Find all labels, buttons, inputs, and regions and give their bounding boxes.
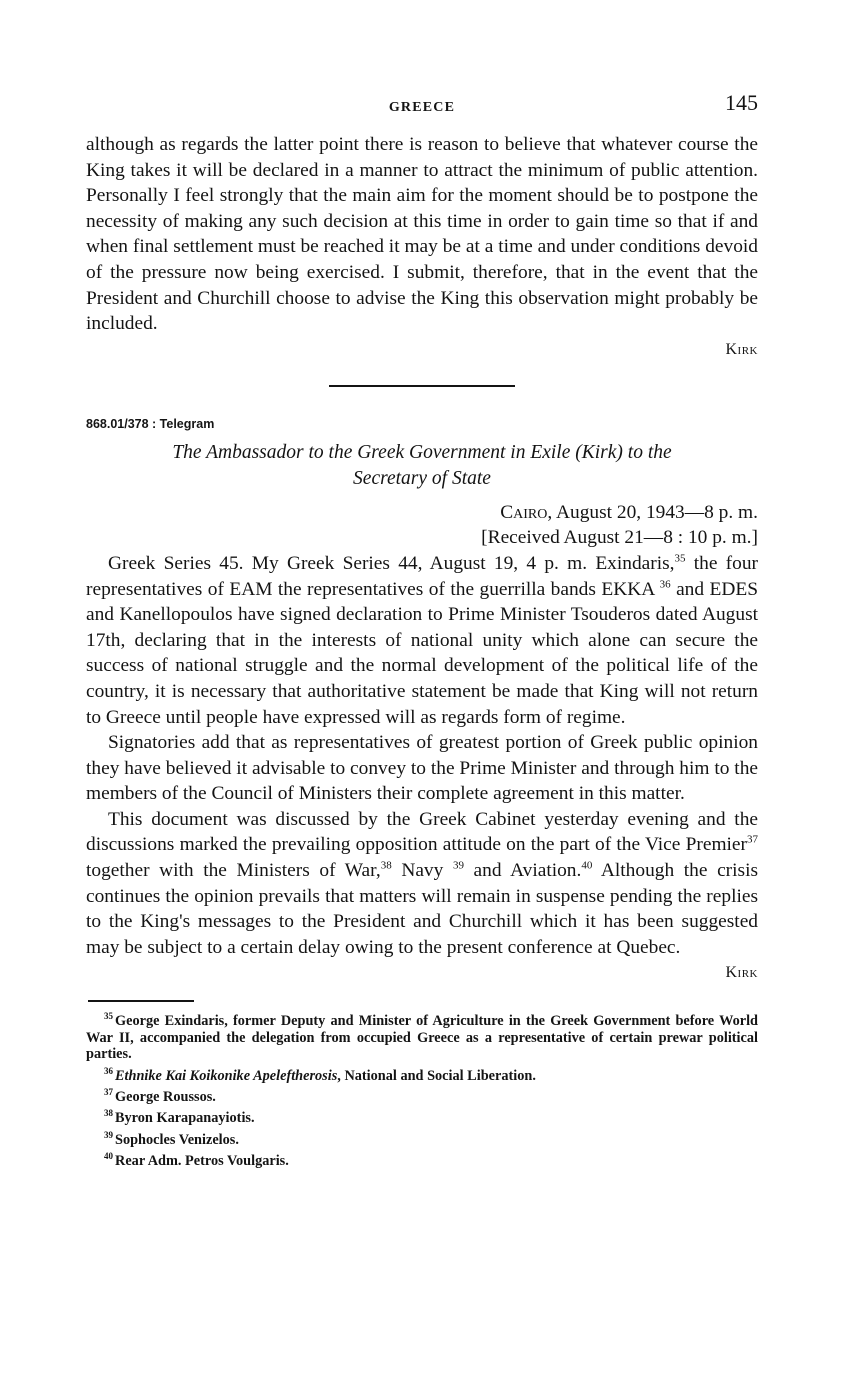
paragraph-1-text-c: and EDES and Kanellopoulos have signed declaration to Prime Minister Tsouderos dated August 17th, declaring that in the interests of national unity which alone can secure the success of national struggle and the normal development of the political life of the country, it is necessary that authoritative statement be made that King will not return to Greece until people have expressed will as regards form of regime. — [86, 578, 758, 728]
paragraph-3-text-d: and Aviation. — [463, 860, 582, 882]
signature-kirk-1: Kirk — [725, 340, 758, 358]
paragraph-1-text-a: Greek Series 45. My Greek Series 44, August 19, 4 p. m. Exindaris, — [108, 552, 675, 574]
footnote-ref-39: 39 — [452, 859, 464, 872]
footnote-36 — [86, 1063, 758, 1084]
paragraph-1 — [86, 551, 758, 730]
dateline-place: Cairo — [500, 501, 548, 523]
footnote-ref-36: 36 — [659, 578, 671, 591]
footnote-number: 40 — [104, 1150, 113, 1161]
footnote-ref-35: 35 — [674, 552, 686, 565]
footnote-ref-38: 38 — [380, 859, 392, 872]
paragraph-2: Signatories add that as representatives of greatest portion of Greek public opinion they have believed it advisable to convey to the Prime Minister and through him to the members of the Council of Ministers their complete agreement in this matter. — [86, 732, 758, 805]
paragraph-3-text-b: together with the Ministers of War, — [86, 860, 381, 882]
page-number: 145 — [725, 90, 758, 115]
footnote-number: 36 — [104, 1065, 113, 1076]
paragraph-3-text-e: Although the crisis continues the opinion prevails that matters will remain in suspense pending the replies to the King's messages to the President and Churchill which it has been suggested may be subject to a certain delay owing to the present conference at Quebec. — [86, 860, 758, 958]
section-divider — [329, 385, 515, 387]
footnote-text: George Roussos. — [115, 1088, 216, 1105]
footnote-text: Rear Adm. Petros Voulgaris. — [115, 1152, 289, 1169]
continued-paragraph: although as regards the latter point there is reason to believe that whatever course the King takes it will be declared in a manner to attract the minimum of public attention. Personally I feel strongly that the main aim for the moment should be to postpone the necessity of making any such decision at this time in order to gain time so that if and when final settlement must be reached it may be at a time and under conditions devoid of the pressure now being exercised. I submit, therefore, that in the event that the President and Churchill choose to advise the King this observation might probably be included. — [86, 134, 758, 335]
footnote-39 — [86, 1127, 758, 1148]
footnotes — [86, 1008, 758, 1169]
paragraph-3-text-c: Navy — [391, 860, 453, 882]
document-page — [86, 90, 758, 1169]
footnote-text: Sophocles Venizelos. — [115, 1131, 239, 1148]
dateline-date: , August 20, 1943—8 p. m. — [547, 501, 758, 523]
document-title — [86, 440, 758, 492]
footnote-35 — [86, 1008, 758, 1062]
paragraph-1-text-b: the four representatives of EAM the representatives of the guerrilla bands EKKA — [86, 552, 758, 600]
document-title-line1: The Ambassador to the Greek Government in Exile (Kirk) to the — [172, 441, 672, 463]
page-header — [86, 90, 758, 132]
footnote-text: George Exindaris, former Deputy and Minister of Agriculture in the Greek Government before World War II, accompanied the delegation from occupied Greece as a representative of certain prewar political parties. — [86, 1013, 758, 1063]
paragraph-3 — [86, 807, 758, 961]
footnote-38 — [86, 1105, 758, 1126]
document-title-line2: Secretary of State — [353, 467, 491, 489]
document-reference: 868.01/378 : Telegram — [86, 416, 215, 431]
footnote-40 — [86, 1148, 758, 1169]
footnote-divider — [88, 1000, 194, 1002]
footnote-text: , National and Social Liberation. — [337, 1067, 536, 1084]
footnote-text: Byron Karapanayiotis. — [115, 1110, 255, 1126]
running-title: GREECE — [388, 100, 456, 115]
footnote-number: 35 — [104, 1011, 113, 1022]
paragraph-3-text-a: This document was discussed by the Greek Cabinet yesterday evening and the discussions marked the prevailing opposition attitude on the part of the Vice Premier — [86, 808, 758, 856]
footnote-text-italic: Ethnike Kai Koikonike Apeleftherosis — [115, 1067, 338, 1084]
footnote-number: 39 — [104, 1129, 113, 1140]
received-line: [Received August 21—8 : 10 p. m.] — [481, 527, 758, 549]
signature-kirk-2: Kirk — [725, 964, 758, 982]
footnote-ref-37: 37 — [747, 834, 758, 846]
footnote-ref-40: 40 — [581, 859, 593, 872]
footnote-number: 37 — [104, 1086, 113, 1097]
dateline — [86, 500, 758, 526]
footnote-37 — [86, 1084, 758, 1105]
footnote-number: 38 — [104, 1108, 113, 1119]
